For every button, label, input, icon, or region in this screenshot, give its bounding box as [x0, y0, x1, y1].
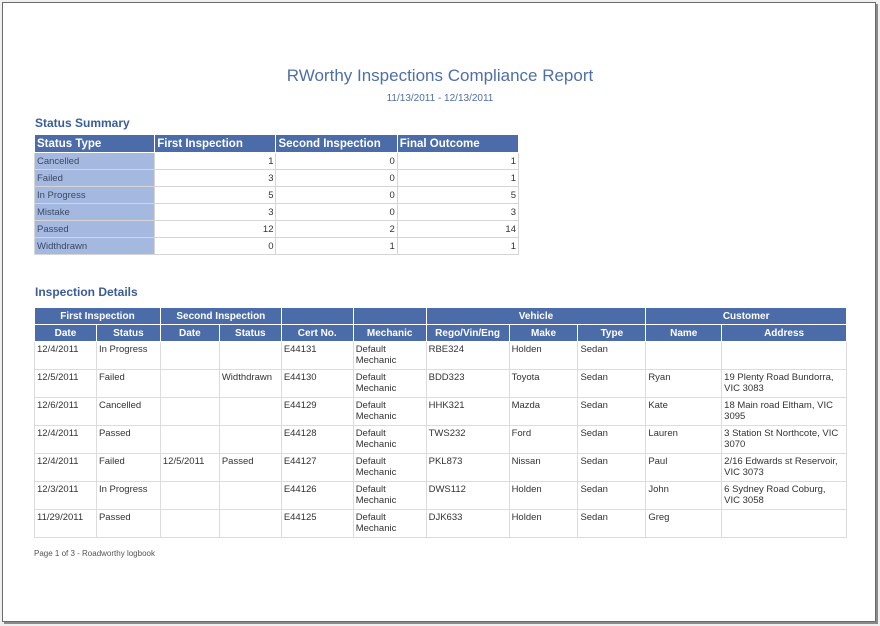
- second-date-cell: [160, 370, 219, 398]
- first-status-cell: Cancelled: [96, 398, 160, 426]
- rego-cell: HHK321: [426, 398, 509, 426]
- second-inspection-cell: 0: [276, 187, 397, 204]
- cert-no-cell: E44128: [281, 426, 353, 454]
- make-cell: Ford: [509, 426, 578, 454]
- first-inspection-cell: 5: [155, 187, 276, 204]
- report-date-range: 11/13/2011 - 12/13/2011: [386, 93, 494, 104]
- first-status-cell: Passed: [96, 426, 160, 454]
- inspection-details-heading: Inspection Details: [35, 285, 138, 299]
- col-name: Name: [646, 325, 722, 342]
- first-date-cell: 12/5/2011: [35, 370, 97, 398]
- rego-cell: BDD323: [426, 370, 509, 398]
- first-status-cell: Passed: [96, 510, 160, 538]
- customer-name-cell: Greg: [646, 510, 722, 538]
- customer-name-cell: Paul: [646, 454, 722, 482]
- first-inspection-cell: 3: [155, 204, 276, 221]
- group-first-inspection: First Inspection: [35, 308, 161, 325]
- mechanic-cell: Default Mechanic: [353, 342, 426, 370]
- type-cell: Sedan: [578, 342, 646, 370]
- inspection-details-table: [34, 307, 847, 538]
- customer-address-cell: 2/16 Edwards st Reservoir, VIC 3073: [722, 454, 847, 482]
- cert-no-cell: E44131: [281, 342, 353, 370]
- rego-cell: DWS112: [426, 482, 509, 510]
- make-cell: Holden: [509, 510, 578, 538]
- second-date-cell: [160, 398, 219, 426]
- customer-name-cell: Ryan: [646, 370, 722, 398]
- customer-name-cell: Lauren: [646, 426, 722, 454]
- second-date-cell: 12/5/2011: [160, 454, 219, 482]
- group-vehicle: Vehicle: [426, 308, 646, 325]
- first-date-cell: 12/3/2011: [35, 482, 97, 510]
- cert-no-cell: E44130: [281, 370, 353, 398]
- make-cell: Holden: [509, 342, 578, 370]
- first-status-cell: Failed: [96, 454, 160, 482]
- make-cell: Nissan: [509, 454, 578, 482]
- table-row: [35, 370, 847, 398]
- status-type-cell: Passed: [35, 221, 155, 238]
- type-cell: Sedan: [578, 482, 646, 510]
- table-row: [35, 238, 519, 255]
- mechanic-cell: Default Mechanic: [353, 426, 426, 454]
- summary-col-second-inspection: Second Inspection: [276, 135, 397, 153]
- customer-address-cell: 6 Sydney Road Coburg, VIC 3058: [722, 482, 847, 510]
- make-cell: Toyota: [509, 370, 578, 398]
- customer-address-cell: 18 Main road Eltham, VIC 3095: [722, 398, 847, 426]
- table-row: [35, 482, 847, 510]
- status-type-cell: Cancelled: [35, 153, 155, 170]
- customer-address-cell: [722, 510, 847, 538]
- customer-name-cell: [646, 342, 722, 370]
- table-row: [35, 170, 519, 187]
- second-status-cell: [219, 398, 281, 426]
- make-cell: Holden: [509, 482, 578, 510]
- mechanic-cell: Default Mechanic: [353, 370, 426, 398]
- first-inspection-cell: 12: [155, 221, 276, 238]
- final-outcome-cell: 5: [397, 187, 518, 204]
- first-status-cell: In Progress: [96, 482, 160, 510]
- summary-col-final-outcome: Final Outcome: [397, 135, 518, 153]
- table-row: [35, 454, 847, 482]
- status-summary-table: [34, 134, 519, 255]
- col-mechanic: Mechanic: [353, 325, 426, 342]
- status-type-cell: Widthdrawn: [35, 238, 155, 255]
- details-column-header-row: [35, 325, 847, 342]
- col-second-status: Status: [219, 325, 281, 342]
- final-outcome-cell: 1: [397, 153, 518, 170]
- first-date-cell: 12/4/2011: [35, 426, 97, 454]
- second-date-cell: [160, 510, 219, 538]
- second-status-cell: Passed: [219, 454, 281, 482]
- type-cell: Sedan: [578, 510, 646, 538]
- col-cert-no: Cert No.: [281, 325, 353, 342]
- summary-col-first-inspection: First Inspection: [155, 135, 276, 153]
- final-outcome-cell: 14: [397, 221, 518, 238]
- table-row: [35, 204, 519, 221]
- status-summary-heading: Status Summary: [35, 116, 130, 130]
- first-date-cell: 12/4/2011: [35, 342, 97, 370]
- mechanic-cell: Default Mechanic: [353, 398, 426, 426]
- final-outcome-cell: 1: [397, 170, 518, 187]
- type-cell: Sedan: [578, 370, 646, 398]
- summary-col-status-type: Status Type: [35, 135, 155, 153]
- final-outcome-cell: 1: [397, 238, 518, 255]
- col-address: Address: [722, 325, 847, 342]
- second-status-cell: [219, 482, 281, 510]
- rego-cell: TWS232: [426, 426, 509, 454]
- mechanic-cell: Default Mechanic: [353, 482, 426, 510]
- first-status-cell: Failed: [96, 370, 160, 398]
- second-status-cell: [219, 426, 281, 454]
- group-second-inspection: Second Inspection: [160, 308, 281, 325]
- second-inspection-cell: 0: [276, 153, 397, 170]
- table-row: [35, 426, 847, 454]
- first-status-cell: In Progress: [96, 342, 160, 370]
- first-date-cell: 12/4/2011: [35, 454, 97, 482]
- second-inspection-cell: 0: [276, 204, 397, 221]
- type-cell: Sedan: [578, 426, 646, 454]
- customer-address-cell: 19 Plenty Road Bundorra, VIC 3083: [722, 370, 847, 398]
- status-type-cell: Failed: [35, 170, 155, 187]
- table-row: [35, 342, 847, 370]
- final-outcome-cell: 3: [397, 204, 518, 221]
- page-footer: Page 1 of 3 - Roadworthy logbook: [34, 549, 155, 558]
- second-inspection-cell: 0: [276, 170, 397, 187]
- report-title: RWorthy Inspections Compliance Report: [286, 66, 594, 85]
- first-inspection-cell: 3: [155, 170, 276, 187]
- mechanic-cell: Default Mechanic: [353, 510, 426, 538]
- col-first-date: Date: [35, 325, 97, 342]
- make-cell: Mazda: [509, 398, 578, 426]
- cert-no-cell: E44127: [281, 454, 353, 482]
- rego-cell: RBE324: [426, 342, 509, 370]
- first-date-cell: 12/6/2011: [35, 398, 97, 426]
- second-inspection-cell: 2: [276, 221, 397, 238]
- col-second-date: Date: [160, 325, 219, 342]
- col-type: Type: [578, 325, 646, 342]
- type-cell: Sedan: [578, 398, 646, 426]
- rego-cell: PKL873: [426, 454, 509, 482]
- col-rego: Rego/Vin/Eng: [426, 325, 509, 342]
- second-date-cell: [160, 342, 219, 370]
- customer-name-cell: John: [646, 482, 722, 510]
- second-date-cell: [160, 426, 219, 454]
- rego-cell: DJK633: [426, 510, 509, 538]
- second-inspection-cell: 1: [276, 238, 397, 255]
- first-inspection-cell: 1: [155, 153, 276, 170]
- table-row: [35, 187, 519, 204]
- second-date-cell: [160, 482, 219, 510]
- col-make: Make: [509, 325, 578, 342]
- customer-name-cell: Kate: [646, 398, 722, 426]
- group-blank: [353, 308, 426, 325]
- cert-no-cell: E44125: [281, 510, 353, 538]
- cert-no-cell: E44129: [281, 398, 353, 426]
- first-inspection-cell: 0: [155, 238, 276, 255]
- first-date-cell: 11/29/2011: [35, 510, 97, 538]
- customer-address-cell: [722, 342, 847, 370]
- table-row: [35, 153, 519, 170]
- second-status-cell: [219, 342, 281, 370]
- table-row: [35, 221, 519, 238]
- mechanic-cell: Default Mechanic: [353, 454, 426, 482]
- cert-no-cell: E44126: [281, 482, 353, 510]
- details-group-header-row: [35, 308, 847, 325]
- group-blank: [281, 308, 353, 325]
- status-type-cell: Mistake: [35, 204, 155, 221]
- type-cell: Sedan: [578, 454, 646, 482]
- summary-header-row: [35, 135, 519, 153]
- table-row: [35, 398, 847, 426]
- group-customer: Customer: [646, 308, 847, 325]
- customer-address-cell: 3 Station St Northcote, VIC 3070: [722, 426, 847, 454]
- col-first-status: Status: [96, 325, 160, 342]
- second-status-cell: Widthdrawn: [219, 370, 281, 398]
- status-type-cell: In Progress: [35, 187, 155, 204]
- table-row: [35, 510, 847, 538]
- second-status-cell: [219, 510, 281, 538]
